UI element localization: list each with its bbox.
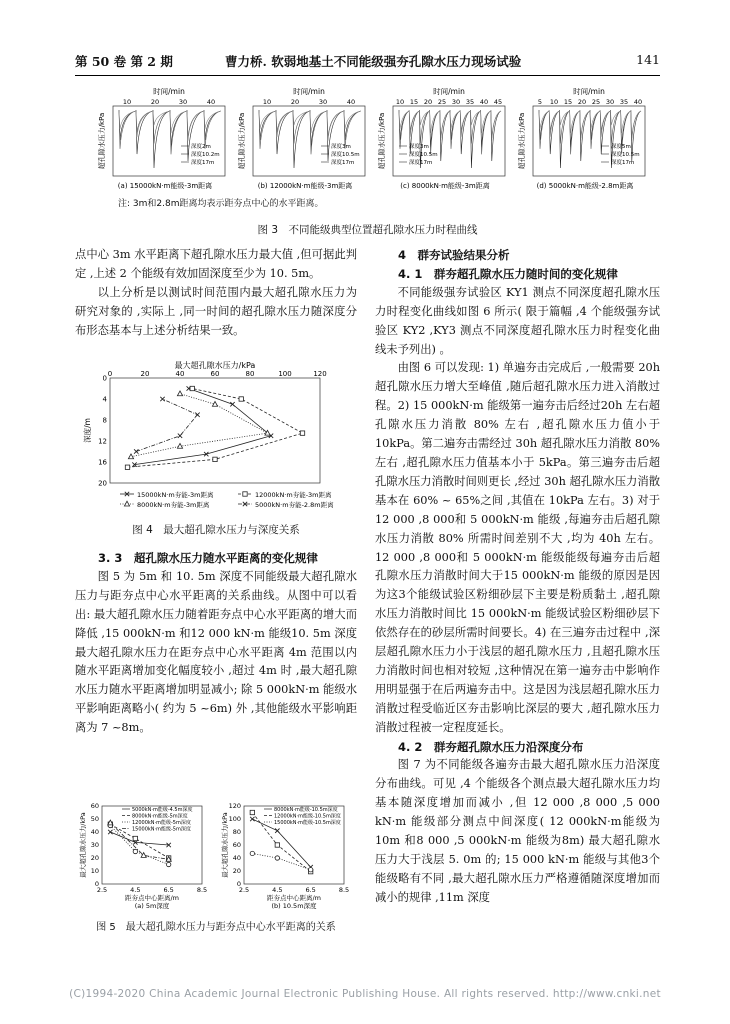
tick-label: 20 — [423, 98, 433, 106]
legend-entry: 15000kN·m能级-10.5m深度 — [274, 820, 341, 826]
tick-label: 10 — [549, 98, 559, 106]
series-line — [252, 853, 310, 869]
x-tick-label: 0 — [107, 370, 113, 378]
legend-entry: 深度10.5m — [409, 152, 438, 158]
legend-entry: 8000kN·m能级-10.5m深度 — [274, 807, 338, 813]
legend-entry: 深度10.5m — [331, 152, 360, 158]
y-tick-label: 50 — [90, 815, 99, 824]
y-tick-label: 20 — [90, 854, 99, 863]
y-tick-label: 120 — [228, 802, 241, 811]
x-tick-label: 4.5 — [130, 886, 141, 894]
page-header — [75, 52, 660, 72]
x-axis-title: 时间/min — [573, 88, 605, 96]
data-point — [239, 397, 243, 401]
paragraph: 由图 6 可以发现: 1) 单遍夯击完成后 ,一般需要 20h 超孔隙水压力增大至峰值 ,随后超孔隙水压力进入消散过程。2) 15 000kN·m 能级第一遍夯击后经过20h 左右超孔隙水压力消散 80% 左右 ,超孔隙水压力值小于 10kPa。第二遍夯击需经过 30h 超孔隙水压力消散 80%左右 ,超孔隙水压力值基本小于 5kPa。第三遍夯击后超孔隙水压力消散时间则更长 ,经过 30h 超孔隙水压力消散基本在 60% ~ 65%之间 ,其值在 10kPa 左右。3) 对于 12 000 ,8 000和 5 000kN·m 能级 ,每遍夯击后超孔隙水压力消散 80% 所需时间差别不大 ,均为 40h 左右。12 000 ,8 000和 5 000kN·m 能级能级每遍夯击后超孔隙水压力消散时间大于15 000kN·m 能级的原因是因为这3个能级试验区粉细砂层下主要是粉质黏土 ,超孔隙水压力消散时间比 15 000kN·m 能级试验区粉细砂层下依然存在的砂层所需时间要长。4) 在三遍夯击过程中 ,深层超孔隙水压力小于浅层的超孔隙水压力 ,且超孔隙水压力消散时间也相对较短 ,这种情况在第一遍夯击中影响作用明显强于在后两遍夯击中。这是因为浅层超孔隙水压力消散过程受临近区夯击影响比深层的要大 ,超孔隙水压力消散过程被一定程度延长。 — [375, 361, 660, 734]
tick-label: 40 — [206, 98, 216, 106]
legend-entry: 深度17m — [409, 160, 433, 166]
series-line — [252, 819, 310, 867]
y-tick-label: 60 — [90, 802, 99, 811]
x-tick-label: 60 — [210, 370, 220, 378]
panel-label: (c) 8000kN·m能级-3m距离 — [400, 182, 490, 190]
panel-label: (b) 10.5m深度 — [271, 902, 317, 910]
legend-entry: 深度10.2m — [191, 152, 220, 158]
header-rule — [75, 75, 660, 76]
tick-label: 25 — [437, 98, 447, 106]
data-point — [178, 434, 182, 438]
legend-entry: 15000kN·m夯能-3m距离 — [137, 491, 214, 499]
data-point — [230, 402, 234, 406]
y-tick-label: 20 — [232, 867, 241, 876]
tick-label: 20 — [290, 98, 300, 106]
tick-label: 15 — [563, 98, 573, 106]
copyright-footer: (C)1994-2020 China Academic Journal Electronic Publishing House. All rights reserved. http://www.cnki.net — [69, 988, 661, 1000]
data-point — [190, 386, 194, 390]
x-tick-label: 20 — [140, 370, 150, 378]
time-history-panel — [237, 88, 365, 190]
pressure-series-line — [119, 110, 221, 141]
distance-chart — [78, 802, 207, 910]
y-tick-label: 10 — [90, 867, 99, 876]
figure-4-caption: 图 4 最大超孔隙水压力与深度关系 — [132, 524, 300, 536]
running-title: 曹力桥. 软弱地基土不同能级强夯孔隙水压力现场试验 — [225, 54, 522, 69]
x-tick-label: 8.5 — [196, 886, 208, 894]
pressure-series-line — [259, 110, 361, 141]
y-tick-label: 30 — [90, 841, 99, 850]
panel-label: (a) 5m深度 — [134, 902, 170, 910]
data-point — [275, 856, 279, 860]
x-tick-label: 80 — [245, 370, 255, 378]
series-line — [110, 832, 168, 845]
legend-entry: 深度2m — [191, 144, 211, 150]
tick-label: 20 — [577, 98, 587, 106]
paragraph: 以上分析是以测试时间范围内最大超孔隙水压力为研究对象的 ,实际上 ,同一时间的超孔隙水压力随深度分布形态基本与上述分析结果一致。 — [75, 285, 357, 337]
tick-label: 15 — [409, 98, 419, 106]
x-tick-label: 100 — [278, 370, 292, 378]
tick-label: 40 — [346, 98, 356, 106]
section-heading: 3. 3 超孔隙水压力随水平距离的变化规律 — [98, 551, 318, 565]
data-point — [275, 829, 279, 833]
data-point — [195, 413, 199, 417]
figure-3-caption: 图 3 不同能级典型位置超孔隙水压力时程曲线 — [257, 224, 478, 236]
series-line — [136, 399, 197, 452]
paragraph: 不同能级强夯试验区 KY1 测点不同深度超孔隙水压力时程变化曲线如图 6 所示( 限于篇幅 ,4 个能级强夯试验区 KY2 ,KY3 测点不同深度超孔隙水压力时程变化曲线未予列出) 。 — [375, 285, 660, 356]
legend-entry: 深度3m — [331, 144, 351, 150]
y-axis-title: 超孔隙水压力/kPa — [238, 112, 246, 170]
data-point — [134, 449, 138, 453]
legend-entry: 12000kN·m能级-10.5m深度 — [274, 813, 341, 820]
series-line — [131, 394, 268, 457]
x-axis-title: 时间/min — [293, 88, 325, 96]
x-axis-title: 时间/min — [433, 88, 465, 96]
y-axis-title: 超孔隙水压力/kPa — [378, 112, 386, 170]
tick-label: 10 — [395, 98, 405, 106]
legend-entry: 深度17m — [331, 160, 355, 166]
figure-4 — [80, 360, 350, 520]
data-point — [166, 862, 170, 866]
x-tick-label: 6.5 — [305, 886, 316, 894]
y-tick-label: 4 — [102, 395, 107, 404]
legend-entry: 深度5m — [611, 144, 631, 150]
tick-label: 35 — [619, 98, 629, 106]
x-tick-label: 8.5 — [338, 886, 350, 894]
legend-entry: 5000kN·m能级-4.5m深度 — [132, 807, 193, 813]
figure-5 — [78, 800, 363, 912]
tick-label: 25 — [591, 98, 601, 106]
panel-label: (d) 5000kN·m能级-2.8m距离 — [536, 182, 634, 190]
data-point — [250, 817, 254, 821]
legend-entry: 深度10.5m — [611, 152, 640, 158]
section-heading: 4 群夯试验结果分析 — [398, 248, 510, 262]
panel-label: (b) 12000kN·m能级-3m距离 — [257, 182, 353, 190]
data-point — [308, 868, 312, 872]
data-point — [160, 397, 164, 401]
data-point — [108, 830, 112, 834]
y-tick-label: 60 — [232, 841, 241, 850]
data-point — [213, 457, 217, 461]
chart-title: 最大超孔隙水压力/kPa — [174, 361, 256, 370]
legend-entry: 深度17m — [611, 160, 635, 166]
paragraph: 图 7 为不同能级各遍夯击最大超孔隙水压力沿深度分布曲线。可见 ,4 个能级各个测点最大超孔隙水压力均基本随深度增加而减小 ,但 12 000 ,8 000 ,5 000 kN·m 能级部分测点中间深度( 12 000kN·m能级为10m 和8 000 ,5 000kN·m 能级为8m) 最大超孔隙水压力大于浅层 5. 0m 的; 15 000 kN·m 能级与其他3个能级略有不同 ,最大超孔隙水压力严格遵循随深度增加而减小的规律 ,11m 深度 — [375, 758, 660, 904]
journal-volume: 第 50 卷 第 2 期 — [75, 54, 173, 69]
legend-entry: 5000kN·m夯能-2.8m距离 — [255, 501, 334, 509]
data-point — [250, 810, 254, 814]
tick-label: 40 — [633, 98, 643, 106]
tick-label: 30 — [605, 98, 615, 106]
time-history-panel — [377, 88, 505, 190]
x-tick-label: 2.5 — [96, 886, 108, 894]
section-heading: 4. 1 群夯超孔隙水压力随时间的变化规律 — [398, 266, 618, 281]
legend-entry: 12000kN·m能级-5m深度 — [132, 820, 191, 826]
figure-5-caption: 图 5 最大超孔隙水压力与距夯点中心水平距离的关系 — [96, 922, 336, 933]
y-tick-label: 20 — [98, 479, 107, 488]
y-tick-label: 40 — [90, 828, 99, 837]
y-tick-label: 0 — [102, 374, 107, 383]
data-point — [243, 492, 247, 496]
data-point — [128, 454, 133, 459]
data-point — [133, 836, 137, 840]
data-point — [125, 465, 129, 469]
y-tick-label: 100 — [228, 815, 241, 824]
y-tick-label: 80 — [232, 828, 241, 837]
y-axis-title: 深度/m — [83, 418, 92, 443]
tick-label: 5 — [537, 98, 543, 106]
y-axis-title: 超孔隙水压力/kPa — [98, 112, 106, 170]
y-axis-title: 最大超孔隙水压力/kPa — [79, 812, 87, 878]
pressure-series-line — [399, 110, 501, 141]
y-axis-title: 最大超孔隙水压力/kPa — [221, 812, 229, 878]
section-heading: 4. 2 群夯超孔隙水压力沿深度分布 — [398, 739, 584, 754]
figure-3-note: 注: 3m和2.8m距离均表示距夯点中心的水平距离。 — [118, 199, 324, 209]
series-line — [128, 389, 303, 468]
data-point — [133, 849, 137, 853]
distance-chart — [220, 802, 349, 910]
legend-entry: 深度17m — [191, 160, 215, 166]
y-tick-label: 8 — [102, 416, 107, 425]
data-point — [275, 843, 279, 847]
tick-label: 30 — [318, 98, 328, 106]
y-tick-label: 0 — [236, 880, 241, 889]
tick-label: 30 — [451, 98, 461, 106]
x-axis-title: 距夯点中心距离/m — [124, 894, 180, 902]
y-axis-title: 超孔隙水压力/kPa — [518, 112, 526, 170]
x-tick-label: 4.5 — [272, 886, 283, 894]
pressure-series-line — [539, 110, 641, 141]
legend-entry: 15000kN·m能级-5m深度 — [132, 826, 191, 833]
paragraph: 图 5 为 5m 和 10. 5m 深度不同能级最大超孔隙水压力与距夯点中心水平距离的关系曲线。从图中可以看出: 最大超孔隙水压力随着距夯点中心水平距离的增大而降低 ,15 000kN·m 和12 000 kN·m 能级10. 5m 深度最大超孔隙水压力在距夯点中心水平距离 4m 范围以内随水平距离增加变化幅度较小 ,超过 4m 时 ,最大超孔隙水压力随水平距离增加明显减小; 除 5 000kN·m 能级水平影响距离略小( 约为 5 ~6m) 外 ,其他能级水平影响距离为 7 ~8m。 — [75, 569, 357, 735]
tick-label: 30 — [178, 98, 188, 106]
tick-label: 10 — [122, 98, 132, 106]
y-tick-label: 16 — [98, 458, 107, 467]
tick-label: 45 — [493, 98, 503, 106]
panel-label: (a) 15000kN·m能级-3m距离 — [117, 182, 213, 190]
left-column-top — [75, 246, 357, 341]
legend-entry: 深度3m — [409, 144, 429, 150]
data-point — [177, 443, 182, 448]
tick-label: 35 — [465, 98, 475, 106]
tick-label: 10 — [262, 98, 272, 106]
right-column — [375, 246, 660, 908]
data-point — [300, 431, 304, 435]
tick-label: 20 — [150, 98, 160, 106]
x-tick-label: 6.5 — [163, 886, 174, 894]
data-point — [177, 391, 182, 396]
page-number: 141 — [636, 52, 660, 67]
time-history-panel — [517, 88, 645, 190]
series-line — [135, 389, 272, 465]
legend-entry: 8000kN·m能级-5m深度 — [132, 813, 188, 820]
tick-label: 40 — [479, 98, 489, 106]
left-column-mid — [75, 549, 357, 738]
x-tick-label: 2.5 — [238, 886, 250, 894]
x-tick-label: 40 — [175, 370, 185, 378]
data-point — [250, 851, 254, 855]
y-tick-label: 0 — [94, 880, 99, 889]
y-tick-label: 40 — [232, 854, 241, 863]
time-history-panel — [97, 88, 225, 190]
x-axis-title: 时间/min — [153, 88, 185, 96]
legend-entry: 8000kN·m夯能-3m距离 — [137, 501, 210, 509]
x-axis-title: 距夯点中心距离/m — [266, 894, 322, 902]
x-tick-label: 120 — [313, 370, 327, 378]
legend-entry: 12000kN·m夯能-3m距离 — [255, 491, 332, 499]
y-tick-label: 12 — [98, 437, 107, 446]
paragraph: 点中心 3m 水平距离下超孔隙水压力最大值 ,但可据此判定 ,上述 2 个能级有效加固深度至少为 10. 5m。 — [75, 248, 357, 280]
